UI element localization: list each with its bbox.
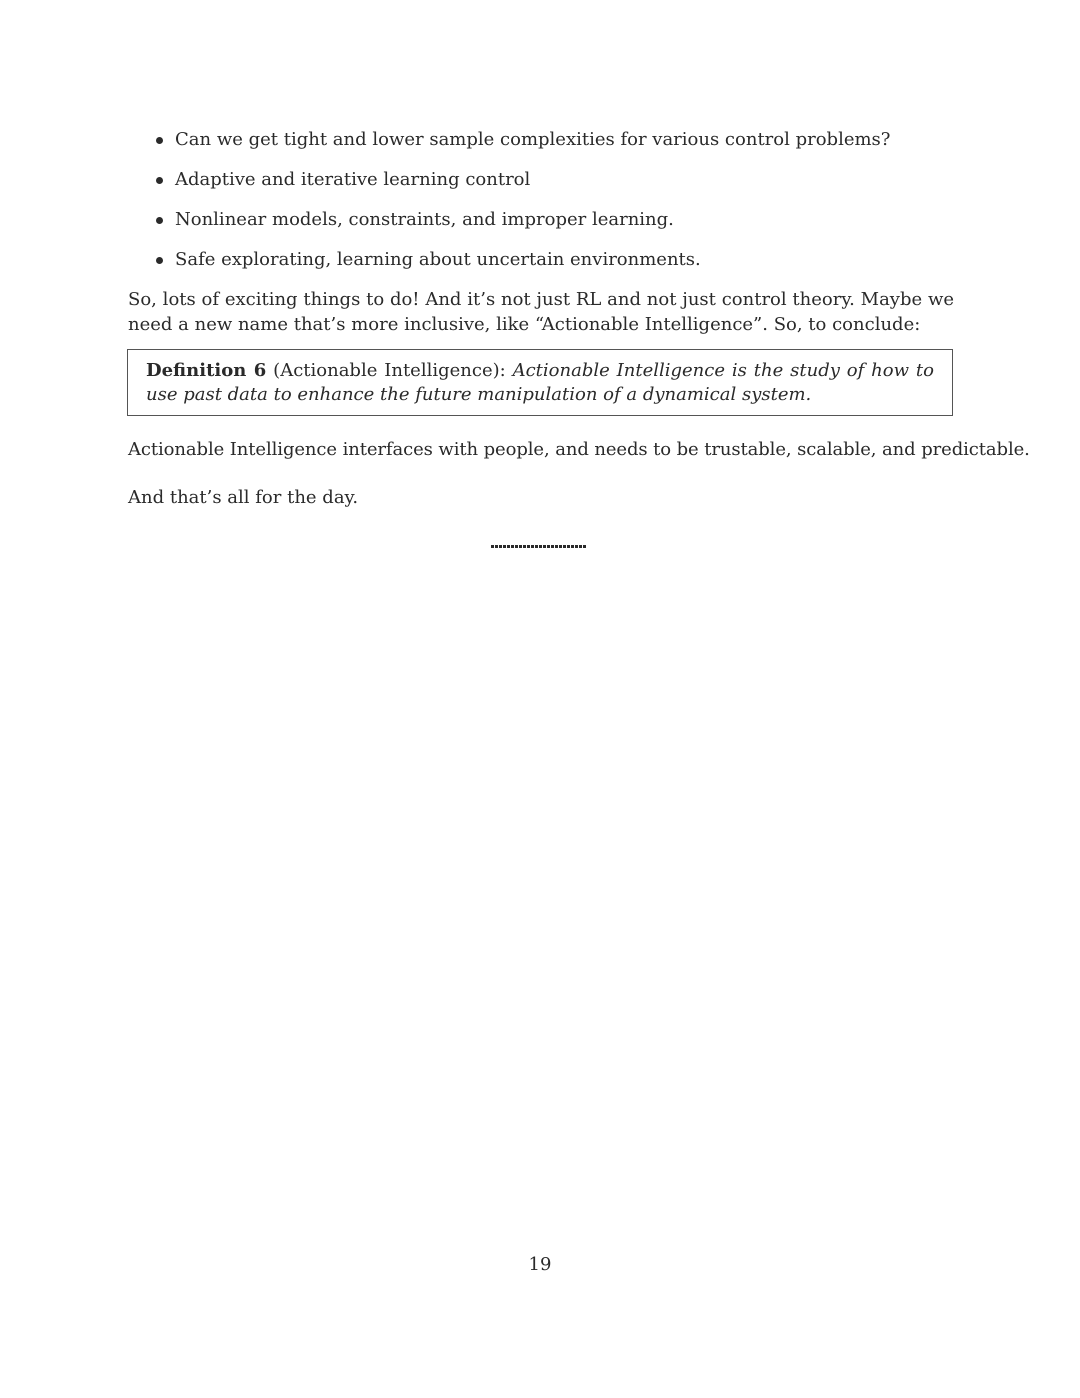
- definition-box: [127, 349, 953, 416]
- list-item: [155, 206, 955, 246]
- list-item-text: Adaptive and iterative learning control: [175, 169, 531, 190]
- definition-title: (Actionable Intelligence):: [273, 360, 506, 381]
- list-item: [155, 126, 955, 166]
- section-end-rule: [491, 545, 587, 548]
- definition-body: Actionable Intelligence is the study of how to use past data to enhance the future manipulation of a dynamical system.: [146, 360, 934, 405]
- paragraph-conclusion-intro: So, lots of exciting things to do! And it’s not just RL and not just control theory. Maybe we need a new name that’s more inclusive, like “Actionable Intelligence”. So, to conclude:: [128, 289, 954, 335]
- list-item: [155, 246, 955, 286]
- bullet-icon: [156, 137, 163, 144]
- bullet-icon: [156, 217, 163, 224]
- bullet-icon: [156, 177, 163, 184]
- definition-label: Definition 6: [146, 360, 267, 381]
- list-item-text: Safe explorating, learning about uncertain environments.: [175, 249, 701, 270]
- list-item-text: Nonlinear models, constraints, and improper learning.: [175, 209, 674, 230]
- page-number: 19: [528, 1254, 552, 1275]
- bullet-icon: [156, 257, 163, 264]
- paragraph-interfaces: Actionable Intelligence interfaces with people, and needs to be trustable, scalable, and predictable.: [128, 439, 1030, 460]
- bullet-list: [155, 126, 955, 286]
- list-item: [155, 166, 955, 206]
- list-item-text: Can we get tight and lower sample complexities for various control problems?: [175, 129, 891, 150]
- paragraph-closing: And that’s all for the day.: [128, 487, 359, 508]
